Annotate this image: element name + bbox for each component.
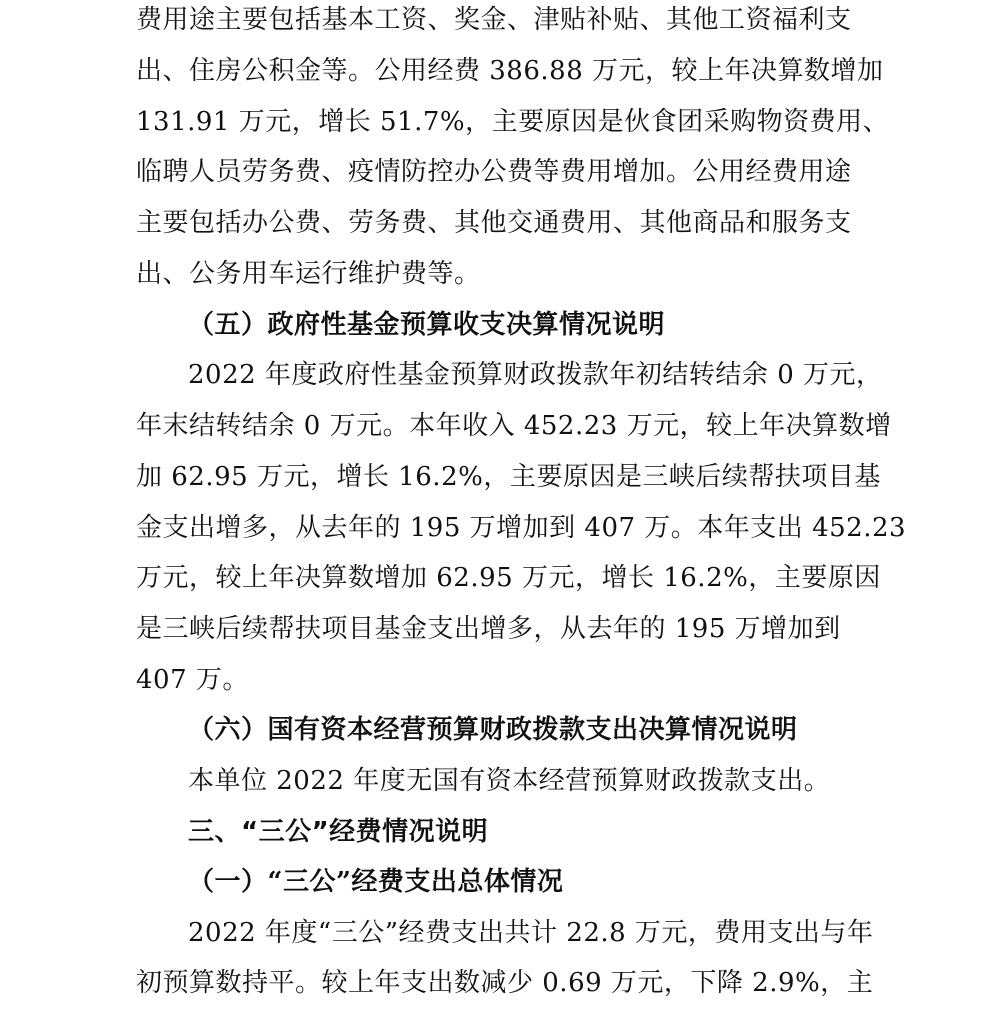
paragraph-line: 是三峡后续帮扶项目基金支出增多，从去年的 195 万增加到 [136, 614, 841, 644]
section-three-heading: 三、“三公”经费情况说明 [188, 817, 489, 847]
paragraph-line: 临聘人员劳务费、疫情防控办公费等费用增加。公用经费用途 [136, 157, 852, 187]
paragraph-line: 2022 年度“三公”经费支出共计 22.8 万元，费用支出与年 [188, 918, 874, 948]
paragraph-line: 出、住房公积金等。公用经费 386.88 万元，较上年决算数增加 [136, 56, 884, 86]
paragraph-line: 万元，较上年决算数增加 62.95 万元，增长 16.2%，主要原因 [136, 563, 881, 593]
paragraph-line: 初预算数持平。较上年支出数减少 0.69 万元，下降 2.9%，主 [136, 968, 874, 998]
section-six-heading: （六）国有资本经营预算财政拨款支出决算情况说明 [188, 715, 798, 745]
paragraph-line: 131.91 万元，增长 51.7%，主要原因是伙食团采购物资费用、 [136, 107, 890, 137]
section-five-heading: （五）政府性基金预算收支决算情况说明 [188, 310, 666, 340]
paragraph-line: 2022 年度政府性基金预算财政拨款年初结转结余 0 万元， [188, 360, 883, 390]
paragraph-line: 加 62.95 万元，增长 16.2%，主要原因是三峡后续帮扶项目基 [136, 462, 881, 492]
three-public-expense-heading: （一）“三公”经费支出总体情况 [188, 867, 564, 897]
paragraph-line: 年末结转结余 0 万元。本年收入 452.23 万元，较上年决算数增 [136, 411, 892, 441]
paragraph-line: 主要包括办公费、劳务费、其他交通费用、其他商品和服务支 [136, 208, 852, 238]
paragraph-line: 407 万。 [136, 665, 249, 695]
paragraph-line: 金支出增多，从去年的 195 万增加到 407 万。本年支出 452.23 [136, 513, 907, 543]
paragraph-line: 费用途主要包括基本工资、奖金、津贴补贴、其他工资福利支 [136, 5, 852, 35]
paragraph-line: 出、公务用车运行维护费等。 [136, 259, 481, 289]
paragraph-line: 本单位 2022 年度无国有资本经营预算财政拨款支出。 [188, 766, 831, 796]
